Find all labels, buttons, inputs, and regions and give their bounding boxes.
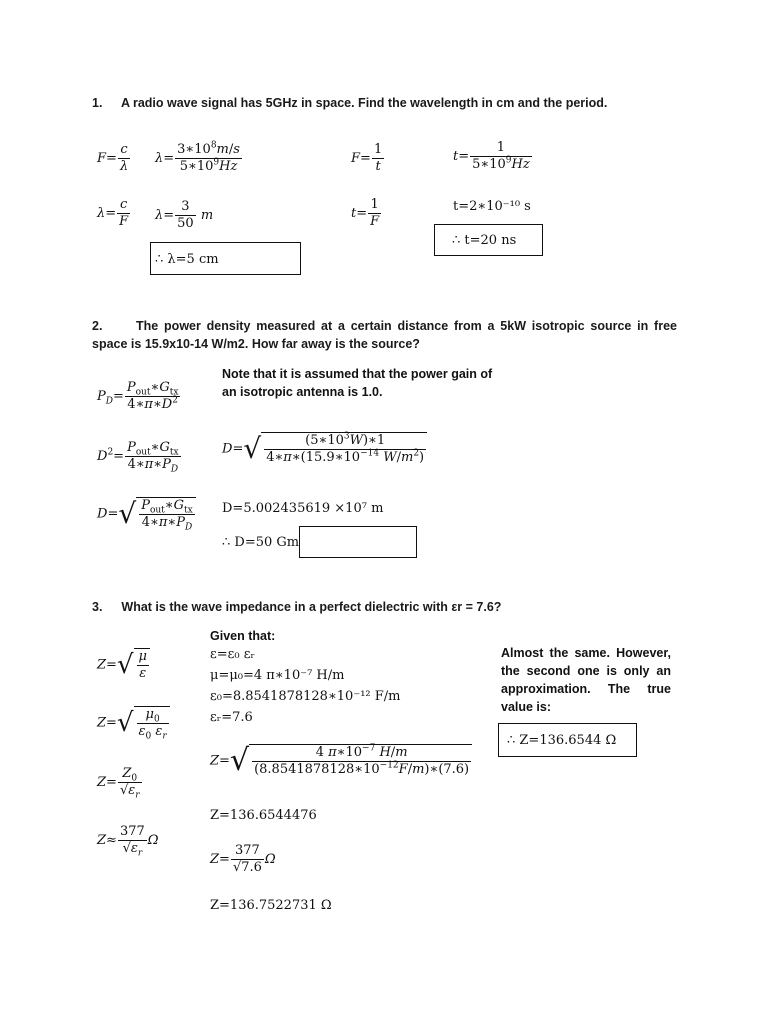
eq-d-squared: $D^2=$ $\frac{P_{out}∗G_{tx}}{4∗\pi∗P_D}$ [97, 440, 179, 475]
question-3 [92, 598, 692, 616]
eq-z-z0: Z= $\frac{Z_0}{√\varepsilon_r}$ [97, 766, 140, 801]
question-1-text: A radio wave signal has 5GHz in space. Find the wavelength in cm and the period. [120, 96, 608, 110]
eq-period-values: t= $\frac{1}{5∗10^9Hz}$ [453, 140, 530, 172]
answer-distance: ∴ D=50 Gm [222, 535, 300, 550]
question-1-number: 1. [92, 96, 103, 110]
question-3-number: 3. [92, 600, 103, 614]
eq-power-density: $P_D=$ $\frac{P_{out}∗G_{tx}}{4∗\pi∗D^2}$ [97, 380, 179, 412]
q3-comment: Almost the same. However, the second one is only an approximation. The true value is: [501, 646, 671, 714]
question-1 [92, 94, 712, 112]
eq-frequency-period: F= $\frac{1}{t}$ [351, 142, 383, 174]
exact-result: Z=136.6544476 [210, 808, 317, 823]
question-2-text: The power density measured at a certain distance from a 5kW isotropic source in free space is 15.9x10-14 W/m2. How far away is the source? [92, 319, 677, 351]
eq-frequency-wavelength: F= $\frac{c}{\lambda}$ [97, 142, 129, 174]
eq-z-expanded: Z=√ $\frac{\mu_0}{\varepsilon_0 \varepsilon_r}$ [97, 706, 170, 740]
given-epsilon-r: εᵣ=7.6 [210, 710, 253, 725]
given-epsilon-zero: ε₀=8.8541878128∗10⁻¹² F/m [210, 689, 401, 704]
eq-z-substituted: Z=√ $\frac{4 \pi∗10^{-7} H/m}{(8.8541878128∗10^{-12}F/m)∗(7.6)}$ [210, 744, 472, 778]
eq-z-approx: Z≈ $\frac{377}{√\varepsilon_r}$ Ω [97, 824, 159, 859]
answer-impedance: ∴ Z=136.6544 Ω [507, 733, 617, 748]
eq-lambda-c-over-f: λ= $\frac{c}{F}$ [97, 197, 129, 229]
question-2-number: 2. [92, 319, 103, 333]
eq-lambda-fraction: λ= $\frac{3}{50}$ m [155, 199, 214, 231]
answer-period: ∴ t=20 ns [452, 233, 517, 248]
question-2 [92, 317, 677, 353]
eq-z-mu-epsilon: Z=√ $\frac{\mu}{\varepsilon}$ [97, 648, 150, 682]
question-3-text: What is the wave impedance in a perfect dielectric with εr = 7.6? [121, 600, 502, 614]
eq-z-approx-numeric: Z= $\frac{377}{√7.6}$ Ω [210, 843, 276, 875]
eq-lambda-values: λ= $\frac{3∗10^8m/s}{5∗10^9Hz}$ [155, 140, 240, 174]
eq-d-result: D=5.002435619 ×10⁷ m [222, 501, 384, 516]
given-mu: μ=μ₀=4 π∗10⁻⁷ H/m [210, 668, 345, 683]
eq-d-root: D=√ $\frac{P_{out}∗G_{tx}}{4∗\pi∗P_D}$ [97, 497, 196, 531]
q2-note: Note that it is assumed that the power gain of an isotropic antenna is 1.0. [222, 367, 493, 399]
eq-period-result: t=2∗10⁻¹⁰ s [453, 199, 531, 214]
eq-d-substituted: D=√ $\frac{(5∗10^3W)∗1}{4∗\pi∗(15.9∗10^{-14} W/m^2)}$ [222, 432, 427, 466]
given-label: Given that: [210, 629, 276, 643]
given-epsilon: ε=ε₀ εᵣ [210, 647, 255, 662]
answer-box-distance [299, 526, 417, 558]
answer-wavelength: ∴ λ=5 cm [155, 252, 219, 267]
approx-result: Z=136.7522731 Ω [210, 898, 332, 913]
eq-t-one-over-f: t= $\frac{1}{F}$ [351, 197, 380, 229]
